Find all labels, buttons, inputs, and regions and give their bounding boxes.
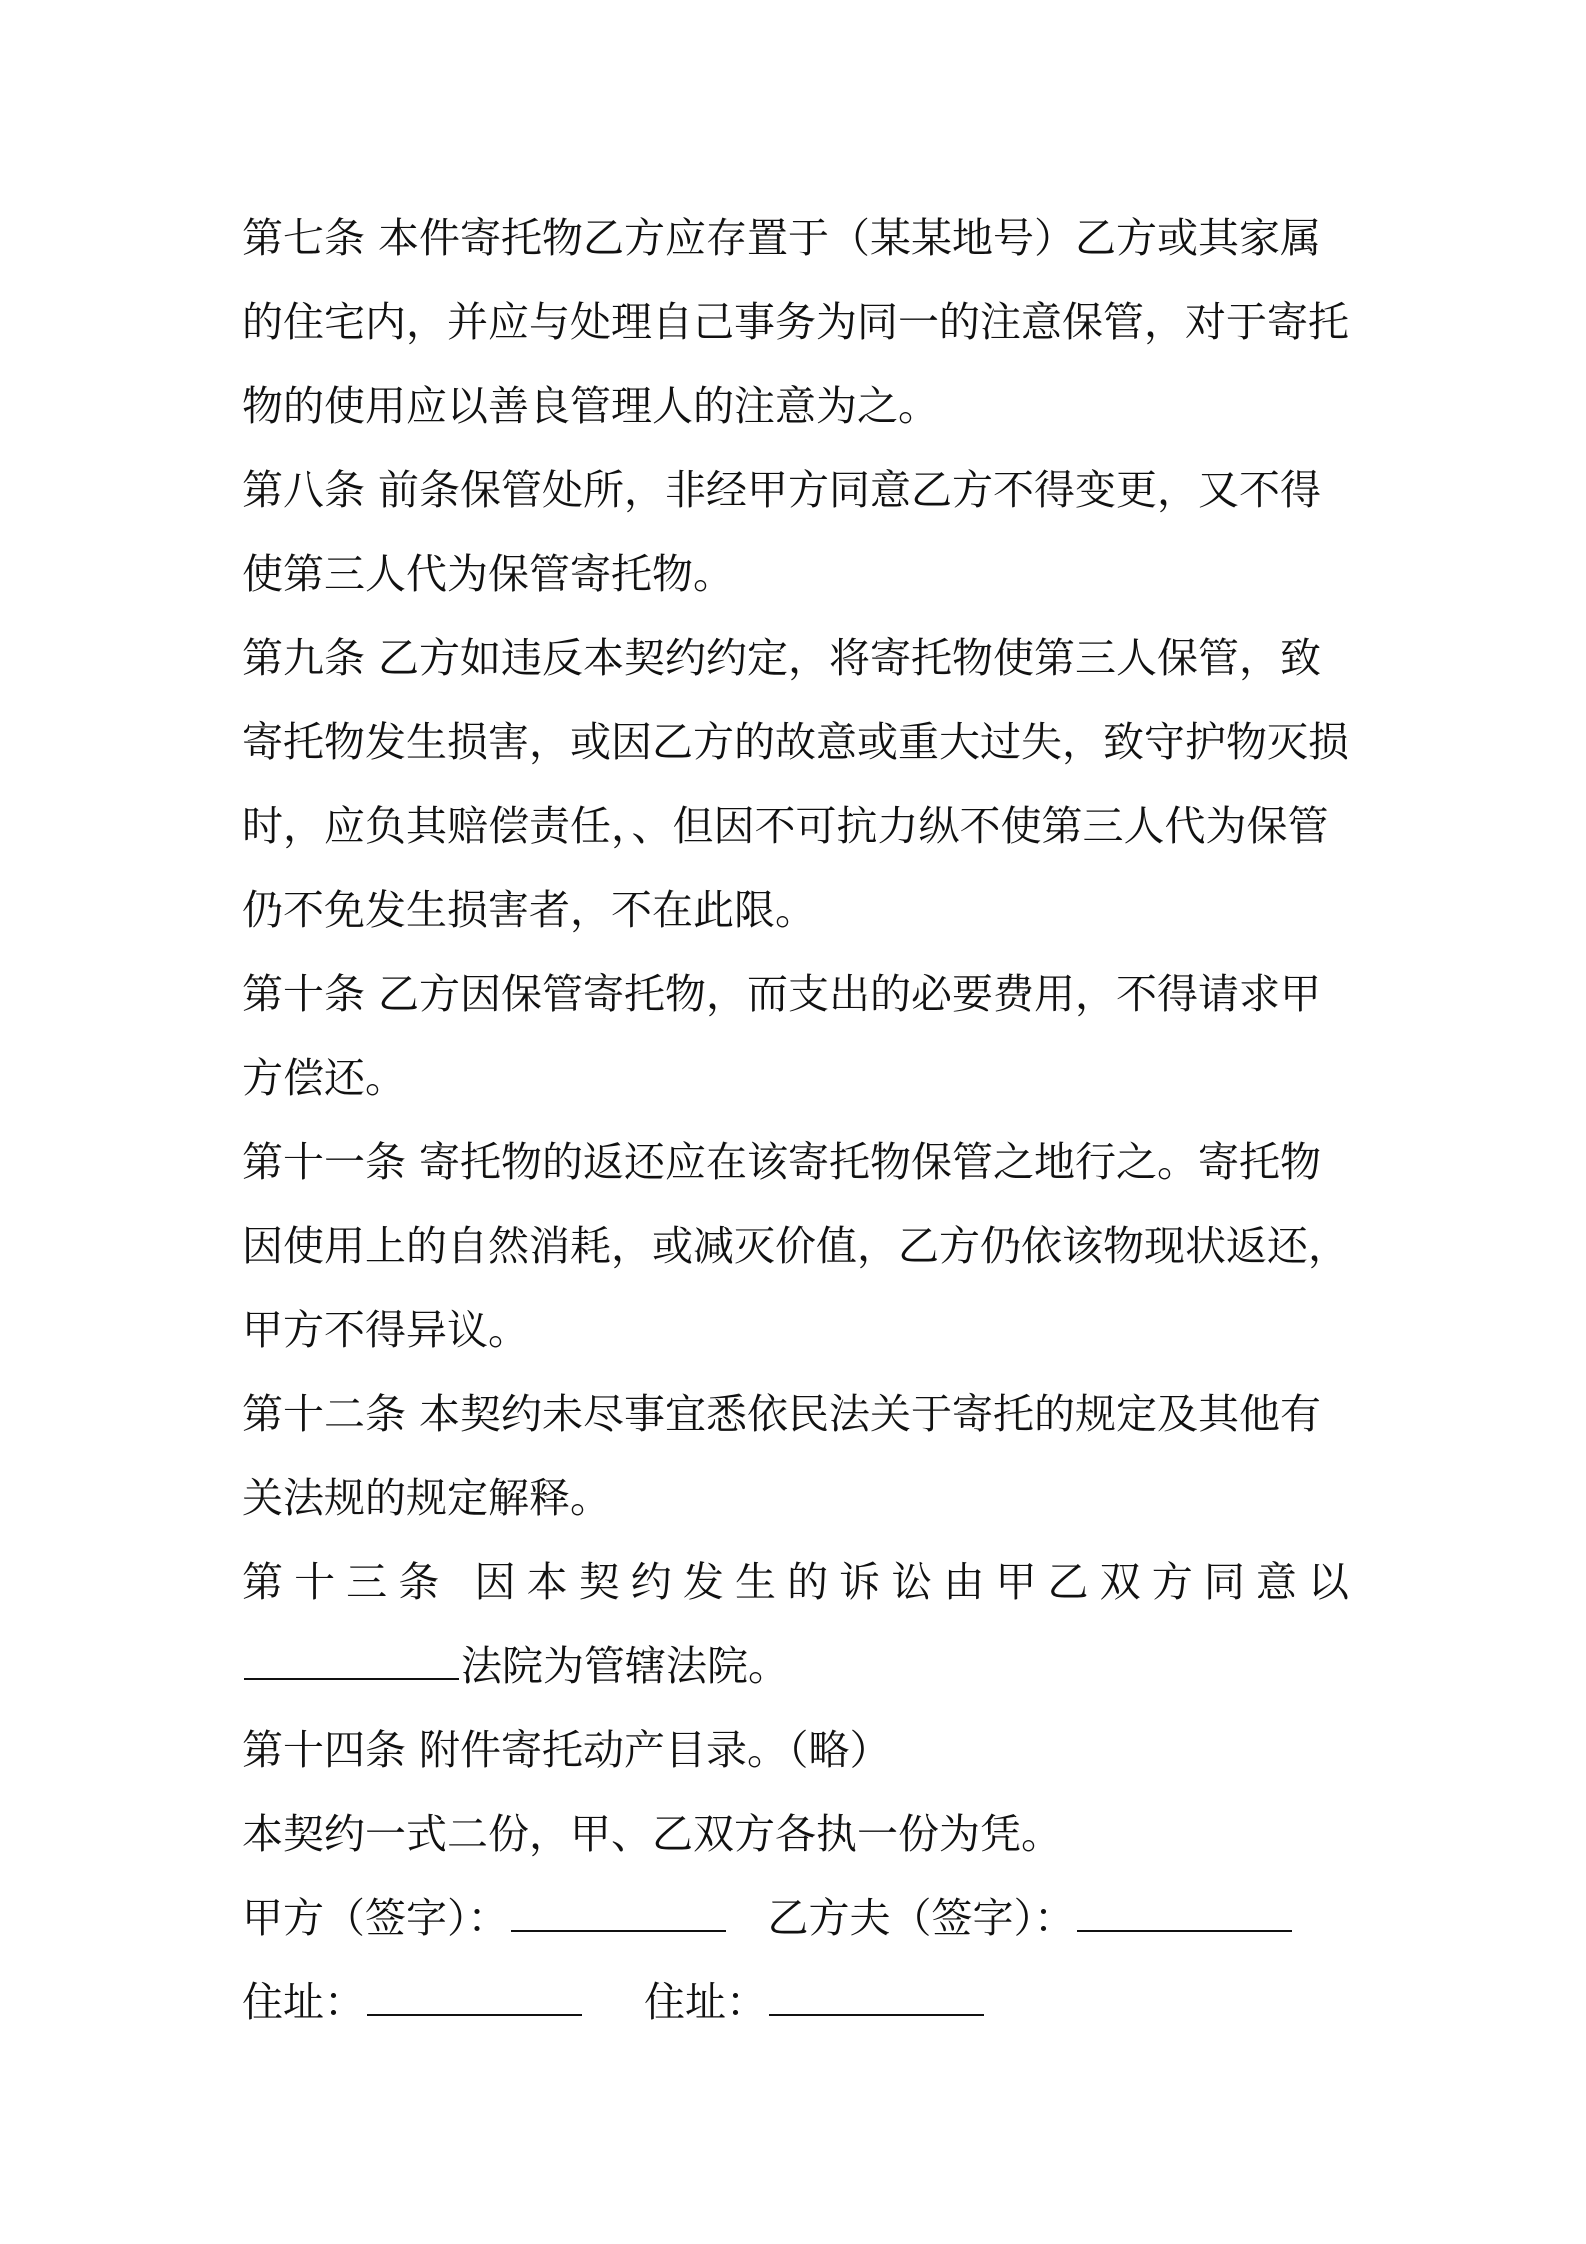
article-12 [242,1372,1352,1540]
article-10 [242,952,1352,1120]
article-14 [242,1708,1352,1792]
article-label: 第十四条 [242,1726,406,1774]
party-b-signature-field[interactable] [1077,1900,1292,1932]
article-text: 法院为管辖法院。 [461,1642,789,1690]
party-a-signature-label: 甲方（签字）： [242,1894,509,1942]
article-9 [242,616,1352,952]
court-blank-field[interactable] [244,1648,459,1680]
article-13-first-line [242,1540,1352,1624]
article-label: 第八条 [242,466,365,514]
address-row [242,1960,1352,2044]
article-text: 乙方如违反本契约约定，将寄托物使第三人保管，致寄托物发生损害，或因乙方的故意或重大过失，致守护物灭损时，应负其赔偿责任，、但因不可抗力纵不使第三人代为保管仍不免发生损害者，不在此限。 [242,634,1349,934]
party-a-address-label: 住址： [242,1978,365,2026]
article-7 [242,196,1352,448]
article-label: 第十三条 [242,1558,451,1606]
article-text: 本契约未尽事宜悉依民法关于寄托的规定及其他有关法规的规定解释。 [242,1390,1322,1522]
party-a-signature-field[interactable] [511,1900,726,1932]
article-13 [242,1540,1352,1708]
party-b-address-field[interactable] [769,1984,984,2016]
signature-block [242,1876,1352,2044]
article-text: 本件寄托物乙方应存置于（某某地号）乙方或其家属的住宅内，并应与处理自己事务为同一的注意保管，对于寄托物的使用应以善良管理人的注意为之。 [242,214,1349,430]
article-label: 第九条 [242,634,365,682]
article-label: 第十二条 [242,1390,406,1438]
closing-statement: 本契约一式二份，甲、乙双方各执一份为凭。 [242,1810,1062,1858]
article-text: 因本契约发生的诉讼由甲乙双方同意以 [474,1558,1353,1606]
contract-body [242,196,1352,2044]
party-b-signature-label: 乙方夫（签字）： [767,1894,1075,1942]
article-11 [242,1120,1352,1372]
article-text: 前条保管处所，非经甲方同意乙方不得变更，又不得使第三人代为保管寄托物。 [242,466,1322,598]
article-label: 第十一条 [242,1138,406,1186]
article-8 [242,448,1352,616]
article-text: 寄托物的返还应在该寄托物保管之地行之。寄托物因使用上的自然消耗，或减灭价值，乙方仍依该物现状返还，甲方不得异议。 [242,1138,1349,1354]
article-text: 乙方因保管寄托物，而支出的必要费用，不得请求甲方偿还。 [242,970,1322,1102]
party-b-address-label: 住址： [644,1978,767,2026]
article-text: 附件寄托动产目录。（略） [419,1726,891,1774]
party-a-address-field[interactable] [367,1984,582,2016]
article-label: 第十条 [242,970,365,1018]
article-label: 第七条 [242,214,365,262]
signature-row [242,1876,1352,1960]
